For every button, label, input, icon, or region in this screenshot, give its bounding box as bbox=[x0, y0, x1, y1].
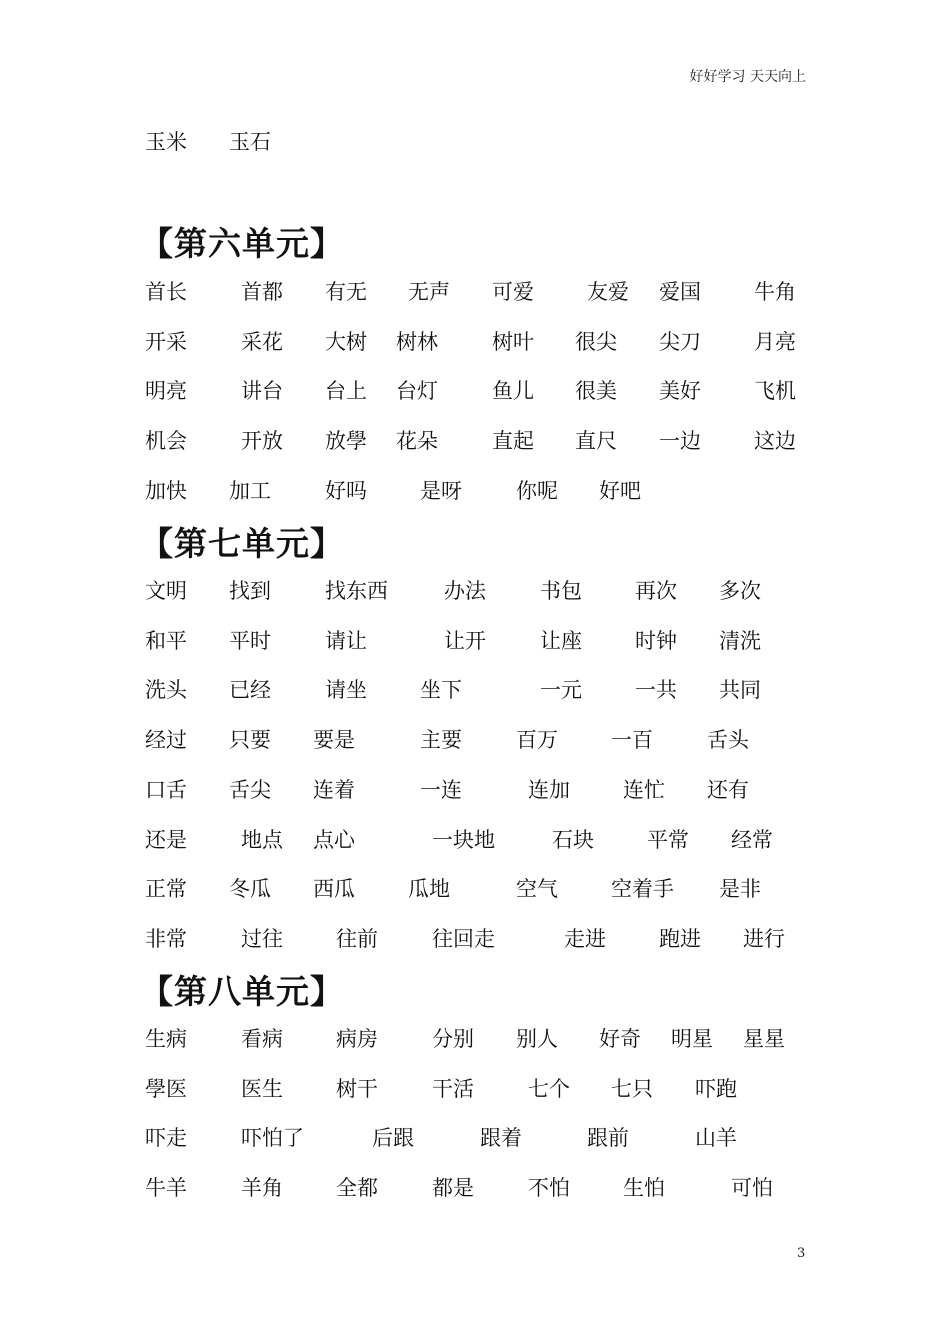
word: 书包 bbox=[540, 579, 582, 603]
word: 尖刀 bbox=[659, 330, 701, 354]
word: 牛角 bbox=[754, 280, 796, 304]
word: 直尺 bbox=[575, 429, 617, 453]
word: 放學 bbox=[325, 429, 367, 453]
word: 进行 bbox=[743, 927, 785, 951]
word: 一块地 bbox=[432, 828, 495, 852]
word: 好奇 bbox=[599, 1027, 641, 1051]
word: 分别 bbox=[432, 1027, 474, 1051]
word: 美好 bbox=[659, 379, 701, 403]
word: 直起 bbox=[492, 429, 534, 453]
word: 首都 bbox=[241, 280, 283, 304]
word: 主要 bbox=[420, 728, 462, 752]
word: 开采 bbox=[145, 330, 187, 354]
word: 平时 bbox=[229, 629, 271, 653]
word: 是非 bbox=[719, 877, 761, 901]
word: 清洗 bbox=[719, 629, 761, 653]
word: 共同 bbox=[719, 678, 761, 702]
word: 非常 bbox=[145, 927, 187, 951]
word: 别人 bbox=[516, 1027, 558, 1051]
word: 玉石 bbox=[229, 130, 271, 154]
word: 大树 bbox=[325, 330, 367, 354]
page-number: 3 bbox=[797, 1246, 806, 1261]
word: 好吧 bbox=[599, 479, 641, 503]
word: 加工 bbox=[229, 479, 271, 503]
word: 一元 bbox=[540, 678, 582, 702]
word: 是呀 bbox=[420, 479, 462, 503]
word: 口舌 bbox=[145, 778, 187, 802]
word: 树林 bbox=[396, 330, 438, 354]
word: 你呢 bbox=[516, 479, 558, 503]
word: 山羊 bbox=[695, 1126, 737, 1150]
word: 再次 bbox=[635, 579, 677, 603]
word: 走进 bbox=[564, 927, 606, 951]
word: 往回走 bbox=[432, 927, 495, 951]
word: 舌头 bbox=[707, 728, 749, 752]
word: 鱼儿 bbox=[492, 379, 534, 403]
word: 跟前 bbox=[587, 1126, 629, 1150]
word: 冬瓜 bbox=[229, 877, 271, 901]
word: 跟着 bbox=[480, 1126, 522, 1150]
word: 采花 bbox=[241, 330, 283, 354]
word: 月亮 bbox=[754, 330, 796, 354]
word: 明星 bbox=[671, 1027, 713, 1051]
word: 多次 bbox=[719, 579, 761, 603]
word: 开放 bbox=[241, 429, 283, 453]
word: 首长 bbox=[145, 280, 187, 304]
word: 花朵 bbox=[396, 429, 438, 453]
word: 好吗 bbox=[325, 479, 367, 503]
unit-heading-6: 【第六单元】 bbox=[140, 224, 344, 263]
word: 羊角 bbox=[241, 1176, 283, 1200]
page-header: 好好学习 天天向上 bbox=[689, 69, 806, 85]
word: 树叶 bbox=[492, 330, 534, 354]
word: 连忙 bbox=[623, 778, 665, 802]
word: 很美 bbox=[575, 379, 617, 403]
word: 生病 bbox=[145, 1027, 187, 1051]
word: 讲台 bbox=[241, 379, 283, 403]
word: 有无 bbox=[325, 280, 367, 304]
word: 台灯 bbox=[396, 379, 438, 403]
word: 七个 bbox=[528, 1077, 570, 1101]
word: 往前 bbox=[336, 927, 378, 951]
word: 星星 bbox=[743, 1027, 785, 1051]
word: 不怕 bbox=[528, 1176, 570, 1200]
word: 医生 bbox=[241, 1077, 283, 1101]
word: 可爱 bbox=[492, 280, 534, 304]
word: 和平 bbox=[145, 629, 187, 653]
word: 友爱 bbox=[587, 280, 629, 304]
word: 正常 bbox=[145, 877, 187, 901]
word: 无声 bbox=[408, 280, 450, 304]
word: 飞机 bbox=[754, 379, 796, 403]
word: 机会 bbox=[145, 429, 187, 453]
word: 一百 bbox=[611, 728, 653, 752]
word: 一边 bbox=[659, 429, 701, 453]
word: 舌尖 bbox=[229, 778, 271, 802]
word: 西瓜 bbox=[313, 877, 355, 901]
word: 病房 bbox=[336, 1027, 378, 1051]
unit-heading-8: 【第八单元】 bbox=[140, 972, 344, 1011]
word: 吓怕了 bbox=[241, 1126, 304, 1150]
word: 办法 bbox=[444, 579, 486, 603]
word: 玉米 bbox=[145, 130, 187, 154]
word: 连加 bbox=[528, 778, 570, 802]
word: 看病 bbox=[241, 1027, 283, 1051]
word: 可怕 bbox=[731, 1176, 773, 1200]
word: 地点 bbox=[241, 828, 283, 852]
word: 明亮 bbox=[145, 379, 187, 403]
word: 空着手 bbox=[611, 877, 674, 901]
word: 加快 bbox=[145, 479, 187, 503]
word: 还是 bbox=[145, 828, 187, 852]
word: 请坐 bbox=[325, 678, 367, 702]
word: 都是 bbox=[432, 1176, 474, 1200]
word: 洗头 bbox=[145, 678, 187, 702]
word: 请让 bbox=[325, 629, 367, 653]
word: 一连 bbox=[420, 778, 462, 802]
word: 只要 bbox=[229, 728, 271, 752]
word: 还有 bbox=[707, 778, 749, 802]
unit-heading-7: 【第七单元】 bbox=[140, 524, 344, 563]
word: 树干 bbox=[336, 1077, 378, 1101]
word: 吓跑 bbox=[695, 1077, 737, 1101]
word: 七只 bbox=[611, 1077, 653, 1101]
word: 吓走 bbox=[145, 1126, 187, 1150]
word: 台上 bbox=[325, 379, 367, 403]
word: 时钟 bbox=[635, 629, 677, 653]
word: 跑进 bbox=[659, 927, 701, 951]
word: 点心 bbox=[313, 828, 355, 852]
word: 文明 bbox=[145, 579, 187, 603]
word: 爱国 bbox=[659, 280, 701, 304]
word: 生怕 bbox=[623, 1176, 665, 1200]
word: 经过 bbox=[145, 728, 187, 752]
word: 平常 bbox=[647, 828, 689, 852]
word: 让座 bbox=[540, 629, 582, 653]
word: 學医 bbox=[145, 1077, 187, 1101]
word: 一共 bbox=[635, 678, 677, 702]
word: 这边 bbox=[754, 429, 796, 453]
word: 瓜地 bbox=[408, 877, 450, 901]
word: 要是 bbox=[313, 728, 355, 752]
word: 连着 bbox=[313, 778, 355, 802]
word: 牛羊 bbox=[145, 1176, 187, 1200]
word: 已经 bbox=[229, 678, 271, 702]
word: 干活 bbox=[432, 1077, 474, 1101]
word: 让开 bbox=[444, 629, 486, 653]
word: 坐下 bbox=[420, 678, 462, 702]
word: 全都 bbox=[336, 1176, 378, 1200]
word: 找东西 bbox=[325, 579, 388, 603]
word: 经常 bbox=[731, 828, 773, 852]
word: 找到 bbox=[229, 579, 271, 603]
word: 百万 bbox=[516, 728, 558, 752]
word: 过往 bbox=[241, 927, 283, 951]
word: 后跟 bbox=[372, 1126, 414, 1150]
word: 石块 bbox=[552, 828, 594, 852]
word: 很尖 bbox=[575, 330, 617, 354]
word: 空气 bbox=[516, 877, 558, 901]
